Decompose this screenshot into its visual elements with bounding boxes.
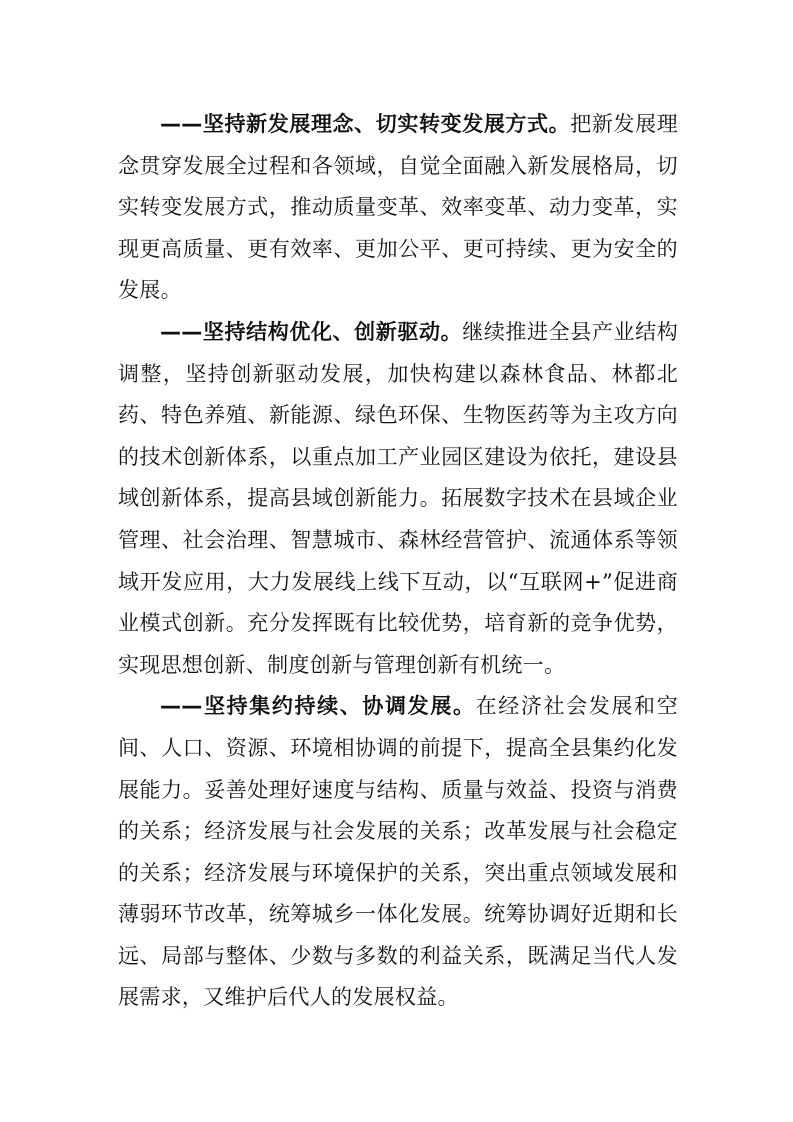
paragraph-heading: ——坚持新发展理念、切实转变发展方式。 bbox=[160, 112, 571, 136]
paragraph-text: 继续推进全县产业结构调整，坚持创新驱动发展，加快构建以森林食品、林都北药、特色养殖、新能源、绿色环保、生物医药等为主攻方向的技术创新体系，以重点加工产业园区建设为依托，建设县域创新体系，提高县域创新能力。拓展数字技术在县域企业管理、社会治理、智慧城市、森林经营管护、流通体系等领域开发应用，大力发展线上线下互动，以“互联网+”促进商业模式创新。充分发挥既有比较优势，培育新的竞争优势，实现思想创新、制度创新与管理创新有机统一。 bbox=[118, 319, 678, 677]
paragraph-intensive-coordinated bbox=[118, 686, 678, 1019]
paragraph-text: 在经济社会发展和空间、人口、资源、环境相协调的前提下，提高全县集约化发展能力。妥善处理好速度与结构、质量与效益、投资与消费的关系；经济发展与社会发展的关系；改革发展与社会稳定的关系；经济发展与环境保护的关系，突出重点领域发展和薄弱环节改革，统筹城乡一体化发展。统筹协调好近期和长远、局部与整体、少数与多数的利益关系，既满足当代人发展需求，又维护后代人的发展权益。 bbox=[118, 694, 678, 1010]
document-body bbox=[118, 104, 678, 1019]
paragraph-text: 把新发展理念贯穿发展全过程和各领域，自觉全面融入新发展格局，切实转变发展方式，推动质量变革、效率变革、动力变革，实现更高质量、更有效率、更加公平、更可持续、更为安全的发展。 bbox=[118, 112, 679, 303]
paragraph-heading: ——坚持结构优化、创新驱动。 bbox=[160, 319, 463, 344]
paragraph-new-development-concept bbox=[118, 104, 678, 312]
paragraph-structure-innovation bbox=[118, 312, 678, 686]
paragraph-heading: ——坚持集约持续、协调发展。 bbox=[160, 694, 476, 719]
